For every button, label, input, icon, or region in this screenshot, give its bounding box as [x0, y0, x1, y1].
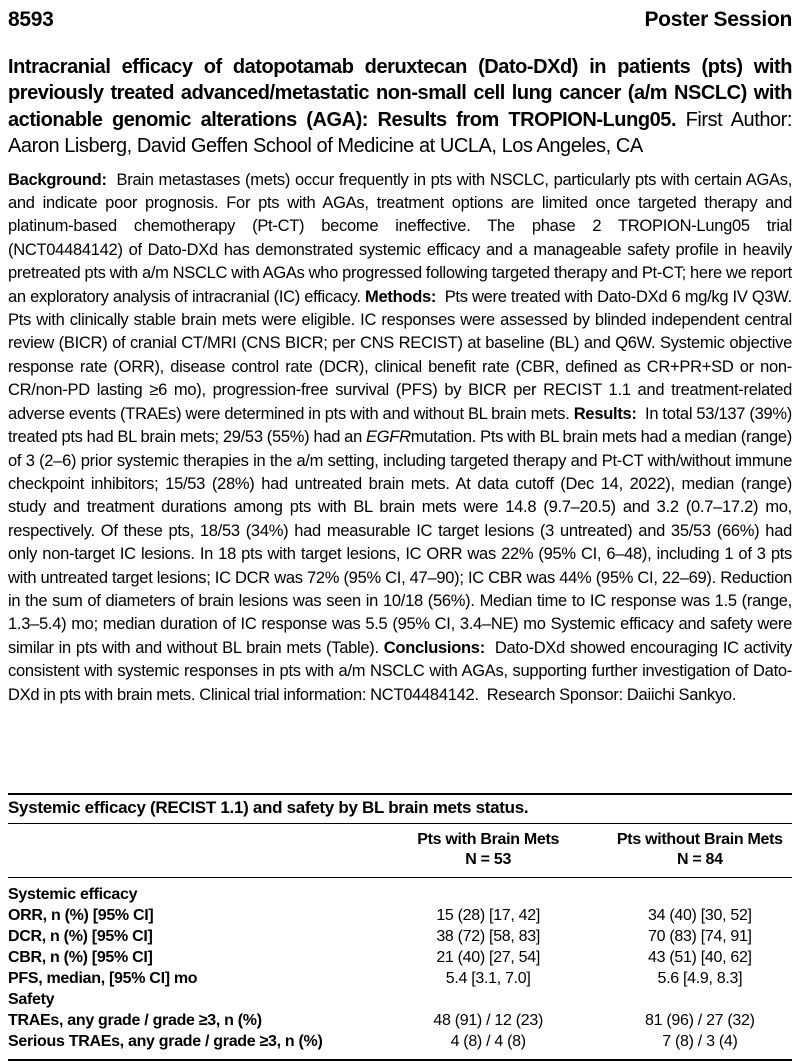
column-header-line1: Pts with Brain Mets: [417, 831, 560, 848]
row-label: Safety: [8, 991, 55, 1008]
table-header-row: [8, 824, 792, 878]
row-label: ORR, n (%) [95% CI]: [8, 907, 154, 924]
row-value: 38 (72) [58, 83]: [436, 928, 541, 945]
row-value: 4 (8) / 4 (8): [450, 1033, 526, 1050]
row-value: 48 (91) / 12 (23): [433, 1012, 543, 1029]
session-type-label: Poster Session: [644, 8, 792, 31]
abstract-segment: Background:: [8, 170, 117, 189]
title-authors: First Author: Aaron Lisberg, David Geffen School of Medicine at UCLA, Los Angeles, CA: [8, 108, 792, 158]
results-table: [8, 793, 792, 1061]
row-value: 7 (8) / 3 (4): [662, 1033, 738, 1050]
abstract-segment: Conclusions:: [383, 638, 495, 657]
table-row: [8, 905, 792, 926]
row-value: [608, 989, 792, 1010]
column-header-n: N = 53: [465, 851, 512, 868]
table-row: [8, 1031, 792, 1052]
row-label: PFS, median, [95% CI] mo: [8, 970, 198, 987]
row-value: 21 (40) [27, 54]: [436, 949, 541, 966]
row-value: 15 (28) [17, 42]: [436, 907, 541, 924]
abstract-segment: Methods:: [365, 287, 445, 306]
row-value: [369, 989, 608, 1010]
abstract-segment: In total 53/137 (39%) treated pts had BL brain mets; 29/53 (55%) had an: [8, 404, 792, 447]
abstract-content: [8, 8, 792, 791]
table-row: [8, 1010, 792, 1031]
table-section-row: [8, 884, 792, 905]
table-body: [8, 878, 792, 1061]
table-section-row: [8, 989, 792, 1010]
table-row: [8, 926, 792, 947]
column-header-line1: Pts without Brain Mets: [616, 831, 783, 848]
table-row: [8, 968, 792, 989]
row-value: [369, 884, 608, 905]
row-value: 34 (40) [30, 52]: [647, 907, 752, 924]
abstract-title: [8, 54, 792, 160]
page-header: [8, 8, 792, 32]
column-header-n: N = 84: [676, 851, 723, 868]
row-value: 5.4 [3.1, 7.0]: [445, 970, 531, 987]
row-value: 43 (51) [40, 62]: [647, 949, 752, 966]
abstract-segment: mutation. Pts with BL brain mets had a median (range) of 3 (2–6) prior systemic therapies in the a/m setting, including targeted therapy and Pt-CT with/without immune checkpoint inhibitors; 15/53 (28%) had untreated brain mets. At data cutoff (Dec 14, 2022), median (range) study and treatment durations among pts with BL brain mets were 14.8 (9.7–20.5) and 3.2 (0.7–17.2) mo, respectively. Of these pts, 18/53 (34%) had measurable IC target lesions (3 untreated) and 35/53 (66%) had only non-target IC lesions. In 18 pts with target lesions, IC ORR was 22% (95% CI, 6–48), including 1 of 3 pts with untreated target lesions; IC DCR was 72% (95% CI, 47–90); IC CBR was 44% (95% CI, 22–69). Reduction in the sum of diameters of brain lesions was seen in 10/18 (56%). Median time to IC response was 1.5 (range, 1.3–5.4) mo; median duration of IC response was 5.5 (95% CI, 3.4–NE) mo Systemic efficacy and safety were similar in pts with and without BL brain mets (Table).: [8, 428, 792, 657]
table-title: Systemic efficacy (RECIST 1.1) and safety by BL brain mets status.: [8, 793, 792, 824]
table-column-header: [369, 830, 608, 870]
row-label: Serious TRAEs, any grade / grade ≥3, n (%): [8, 1033, 323, 1050]
row-label: Systemic efficacy: [8, 886, 138, 903]
table-row: [8, 947, 792, 968]
abstract-segment: Results:: [573, 404, 646, 423]
abstract-segment: EGFR: [366, 428, 411, 447]
table-header-spacer: [8, 830, 369, 870]
abstract-segment: Brain metastases (mets) occur frequently in pts with NSCLC, particularly pts with certain AGAs, and indicate poor prognosis. For pts with AGAs, treatment options are limited once targeted therapy and platinum-based chemotherapy (Pt-CT) become ineffective. The phase 2 TROPION-Lung05 trial (NCT04484142) of Dato-DXd has demonstrated systemic efficacy and a manageable safety profile in heavily pretreated pts with a/m NSCLC with AGAs who progressed following targeted therapy and Pt-CT; here we report an exploratory analysis of intracranial (IC) efficacy.: [8, 170, 792, 306]
abstract-segment: Dato-DXd showed encouraging IC activity consistent with systemic responses in pts with a/m NSCLC with AGAs, supporting further investigation of Dato-DXd in pts with brain mets. Clinical trial information: NCT04484142. Research Sponsor: Daiichi Sankyo.: [8, 638, 792, 704]
abstract-number: 8593: [8, 8, 54, 31]
row-label: DCR, n (%) [95% CI]: [8, 928, 153, 945]
title-text: Intracranial efficacy of datopotamab deruxtecan (Dato-DXd) in patients (pts) with previously treated advanced/metastatic non-small cell lung cancer (a/m NSCLC) with actionable genomic alterations (AGA): Results from TROPION-Lung05.: [8, 56, 792, 131]
abstract-segment: Pts were treated with Dato-DXd 6 mg/kg IV Q3W. Pts with clinically stable brain mets were eligible. IC responses were assessed by blinded independent central review (BICR) of cranial CT/MRI (CNS BICR; per CNS RECIST) at baseline (BL) and Q6W. Systemic objective response rate (ORR), disease control rate (DCR), clinical benefit rate (CBR, defined as CR+PR+SD or non-CR/non-PD lasting ≥6 mo), progression-free survival (PFS) by BICR per RECIST 1.1 and treatment-related adverse events (TRAEs) were determined in pts with and without BL brain mets.: [8, 287, 792, 423]
row-label: CBR, n (%) [95% CI]: [8, 949, 153, 966]
row-value: [608, 884, 792, 905]
row-value: 70 (83) [74, 91]: [647, 928, 752, 945]
table-column-header: [608, 830, 792, 870]
row-value: 81 (96) / 27 (32): [645, 1012, 755, 1029]
abstract-body: [8, 169, 792, 707]
row-value: 5.6 [4.9, 8.3]: [657, 970, 743, 987]
row-label: TRAEs, any grade / grade ≥3, n (%): [8, 1012, 262, 1029]
